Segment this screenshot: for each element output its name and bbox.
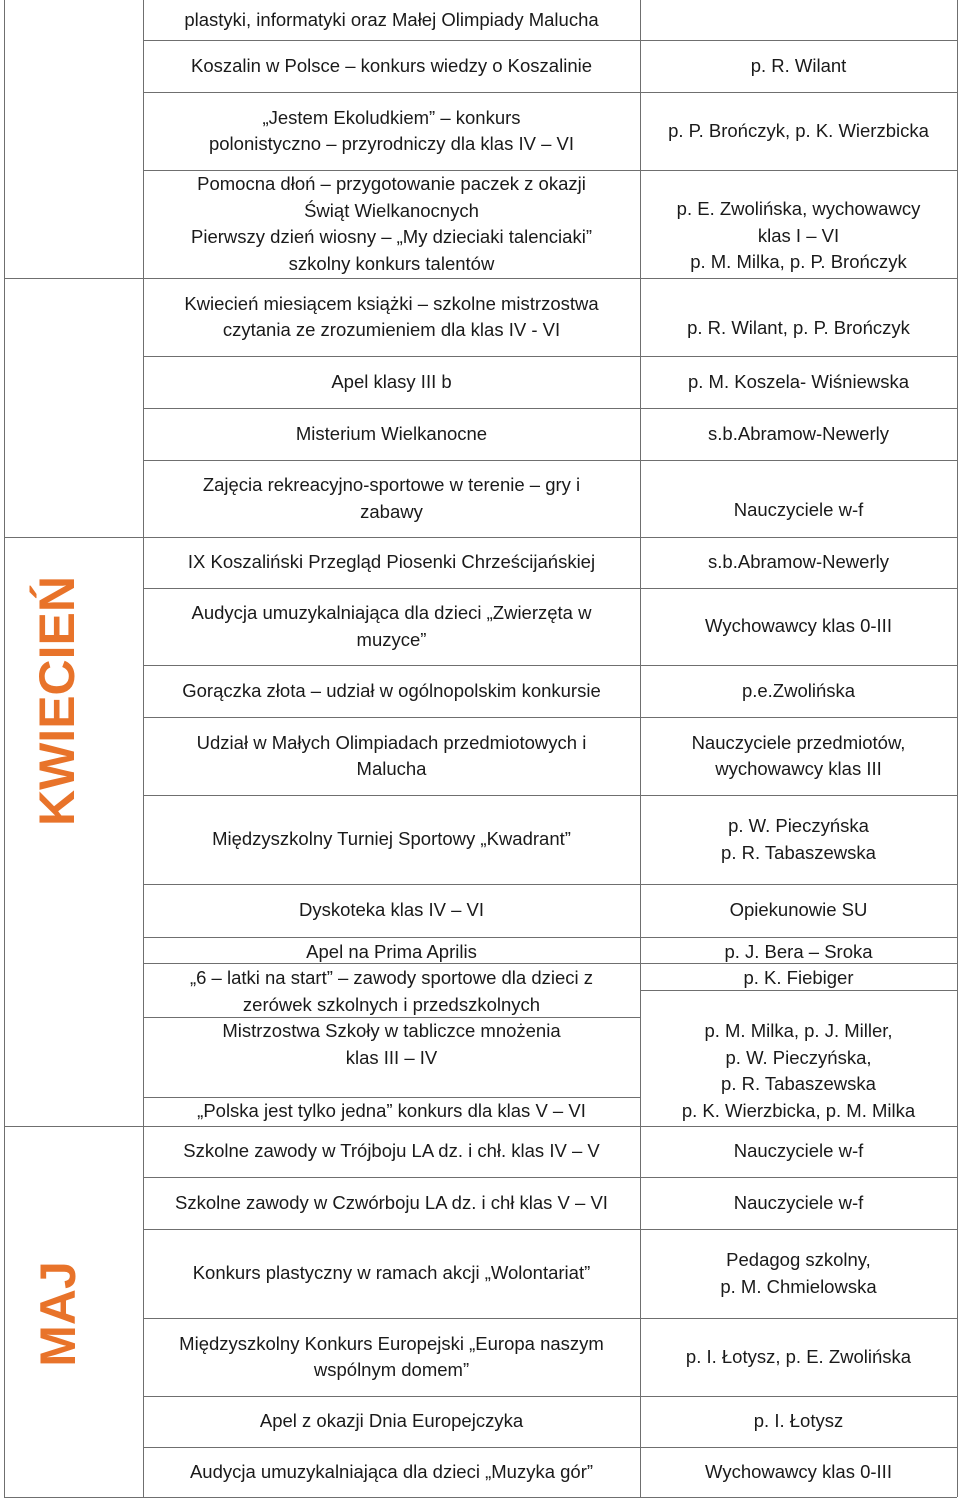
- responsible-cell: [641, 1319, 956, 1395]
- month-label-april: KWIECIEŃ: [29, 576, 85, 826]
- responsible-text-line: p. R. Tabaszewska: [721, 1073, 876, 1095]
- month-label-may: MAJ: [30, 1261, 86, 1367]
- responsible-text-line: Wychowawcy klas 0-III: [705, 615, 892, 637]
- responsible-text-line: p. M. Milka, p. J. Miller,: [704, 1020, 893, 1042]
- event-text-line: IX Koszaliński Przegląd Piosenki Chrześcijańskiej: [187, 551, 596, 573]
- responsible-cell: [641, 473, 956, 548]
- event-cell: [144, 885, 639, 936]
- responsible-text-line: p. E. Zwolińska, wychowawcy: [676, 198, 921, 220]
- event-cell: [144, 279, 639, 355]
- responsible-cell: [641, 666, 956, 716]
- event-text-line: Szkolne zawody w Trójboju LA dz. i chł. klas IV – V: [183, 1140, 600, 1162]
- event-text-line: Apel klasy III b: [331, 370, 452, 392]
- responsible-text-line: Nauczyciele przedmiotów,: [691, 731, 906, 753]
- event-text-line: „Polska jest tylko jedna” konkurs dla klas V – VI: [197, 1099, 586, 1121]
- event-cell: [144, 1230, 639, 1317]
- table-border-bottom: [4, 1497, 957, 1498]
- event-cell: [144, 1397, 639, 1446]
- responsible-cell: [641, 538, 956, 587]
- event-text-line: Międzyszkolny Turniej Sportowy „Kwadrant”: [212, 828, 571, 850]
- event-text-line: wspólnym domem”: [313, 1359, 470, 1380]
- event-text-line: zerówek szkolnych i przedszkolnych: [242, 993, 541, 1015]
- event-cell: [144, 589, 639, 664]
- responsible-cell: [641, 885, 956, 936]
- responsible-text-line: klas I – VI: [757, 224, 840, 246]
- event-text-line: Szkolne zawody w Czwórboju LA dz. i chł klas V – VI: [175, 1191, 608, 1213]
- responsible-cell: [641, 357, 956, 407]
- event-text-line: Gorączka złota – udział w ogólnopolskim konkursie: [182, 679, 601, 701]
- event-text-line: Audycja umuzykalniająca dla dzieci „Muzyka gór”: [189, 1460, 594, 1482]
- event-cell: [144, 409, 639, 459]
- event-cell: [144, 1448, 639, 1496]
- responsible-text-line: Nauczyciele w-f: [733, 1140, 864, 1162]
- responsible-text-line: p. I. Łotysz: [753, 1410, 844, 1432]
- responsible-text-line: p. J. Bera – Sroka: [724, 940, 873, 962]
- event-cell: [144, 538, 639, 587]
- responsible-text-line: p. M. Koszela- Wiśniewska: [687, 370, 910, 392]
- event-text-line: Konkurs plastyczny w ramach akcji „Wolontariat”: [192, 1262, 591, 1284]
- responsible-cell: [641, 796, 956, 883]
- responsible-cell: [641, 183, 956, 289]
- event-text-line: plastyki, informatyki oraz Małej Olimpiady Malucha: [184, 8, 599, 30]
- table-border-left: [4, 0, 5, 1497]
- event-cell: [144, 718, 639, 794]
- responsible-cell: [641, 1230, 956, 1317]
- responsible-text-line: Pedagog szkolny,: [726, 1249, 871, 1270]
- event-cell: [144, 1319, 639, 1395]
- responsible-text-line: Opiekunowie SU: [729, 899, 868, 921]
- event-cell: [144, 1178, 639, 1228]
- event-cell: [144, 171, 639, 277]
- responsible-cell: [641, 938, 956, 1125]
- event-cell: [144, 1, 639, 39]
- event-text-line: Udział w Małych Olimpiadach przedmiotowych i: [196, 731, 587, 753]
- responsible-text-line: p. I. Łotysz, p. E. Zwolińska: [685, 1345, 912, 1367]
- responsible-cell: [641, 1397, 956, 1446]
- responsible-text-line: p. K. Wierzbicka, p. M. Milka: [681, 1099, 916, 1121]
- table-border-right: [957, 0, 958, 1497]
- responsible-cell: [641, 290, 956, 366]
- event-text-line: Koszalin w Polsce – konkurs wiedzy o Koszalinie: [190, 54, 593, 76]
- event-cell: [144, 93, 639, 169]
- event-cell: [144, 796, 639, 883]
- event-text-line: Kwiecień miesiącem książki – szkolne mistrzostwa: [184, 292, 599, 314]
- event-text-line: polonistyczno – przyrodniczy dla klas IV – VI: [208, 133, 575, 154]
- responsible-text-line: Nauczyciele w-f: [733, 499, 864, 521]
- responsible-cell: [641, 1178, 956, 1228]
- responsible-text-line: p.e.Zwolińska: [741, 679, 856, 701]
- event-text-line: Pierwszy dzień wiosny – „My dzieciaki talenciaki”: [191, 226, 592, 247]
- responsible-text-line: wychowawcy klas III: [715, 758, 882, 779]
- responsible-cell: [641, 1448, 956, 1496]
- responsible-cell: [641, 93, 956, 169]
- responsible-text-line: s.b.Abramow-Newerly: [708, 551, 889, 573]
- event-cell: [144, 357, 639, 407]
- responsible-text-line: p. R. Tabaszewska: [721, 841, 876, 863]
- responsible-text-line: p. W. Pieczyńska,: [725, 1046, 872, 1068]
- event-text-line: Malucha: [356, 758, 427, 779]
- event-text-line: Pomocna dłoń – przygotowanie paczek z okazji: [197, 173, 586, 194]
- event-text-line: szkolny konkurs talentów: [288, 252, 495, 274]
- responsible-text-line: Wychowawcy klas 0-III: [705, 1460, 892, 1482]
- event-cell: [144, 41, 639, 91]
- event-text-line: Apel z okazji Dnia Europejczyka: [259, 1410, 524, 1432]
- responsible-cell: [641, 718, 956, 794]
- responsible-text-line: s.b.Abramow-Newerly: [708, 422, 889, 444]
- responsible-cell: [641, 1127, 956, 1176]
- event-cell: [144, 938, 639, 1125]
- responsible-text-line: p. K. Fiebiger: [743, 967, 854, 989]
- responsible-text-line: p. M. Milka, p. P. Brończyk: [690, 251, 907, 273]
- event-text-line: muzyce”: [356, 628, 427, 650]
- event-text-line: Dyskoteka klas IV – VI: [298, 899, 485, 921]
- responsible-text-line: p. W. Pieczyńska: [728, 815, 869, 836]
- responsible-cell: [641, 41, 956, 91]
- event-cell: [144, 461, 639, 536]
- event-text-line: „Jestem Ekoludkiem” – konkurs: [262, 106, 521, 128]
- event-text-line: zabawy: [360, 500, 423, 522]
- event-text-line: Audycja umuzykalniająca dla dzieci „Zwierzęta w: [191, 602, 592, 623]
- responsible-text-line: p. R. Wilant: [750, 54, 847, 76]
- event-cell: [144, 666, 639, 716]
- event-text-line: Świąt Wielkanocnych: [304, 199, 479, 221]
- event-text-line: Mistrzostwa Szkoły w tabliczce mnożenia: [222, 1020, 561, 1042]
- responsible-cell: [641, 1, 956, 39]
- event-text-line: czytania ze zrozumieniem dla klas IV - VI: [222, 319, 561, 340]
- responsible-text-line: p. R. Wilant, p. P. Brończyk: [687, 316, 910, 338]
- event-text-line: Apel na Prima Aprilis: [306, 940, 477, 962]
- event-text-line: „6 – latki na start” – zawody sportowe dla dzieci z: [189, 967, 594, 989]
- responsible-text-line: p. P. Brończyk, p. K. Wierzbicka: [668, 119, 929, 141]
- event-text-line: klas III – IV: [345, 1046, 438, 1068]
- event-cell: [144, 1127, 639, 1176]
- event-text-line: Międzyszkolny Konkurs Europejski „Europa naszym: [179, 1332, 604, 1354]
- responsible-text-line: Nauczyciele w-f: [733, 1191, 864, 1213]
- event-text-line: Zajęcia rekreacyjno-sportowe w terenie – gry i: [202, 474, 581, 495]
- event-text-line: Misterium Wielkanocne: [295, 422, 488, 444]
- responsible-cell: [641, 589, 956, 664]
- responsible-cell: [641, 409, 956, 459]
- responsible-text-line: p. M. Chmielowska: [720, 1275, 877, 1297]
